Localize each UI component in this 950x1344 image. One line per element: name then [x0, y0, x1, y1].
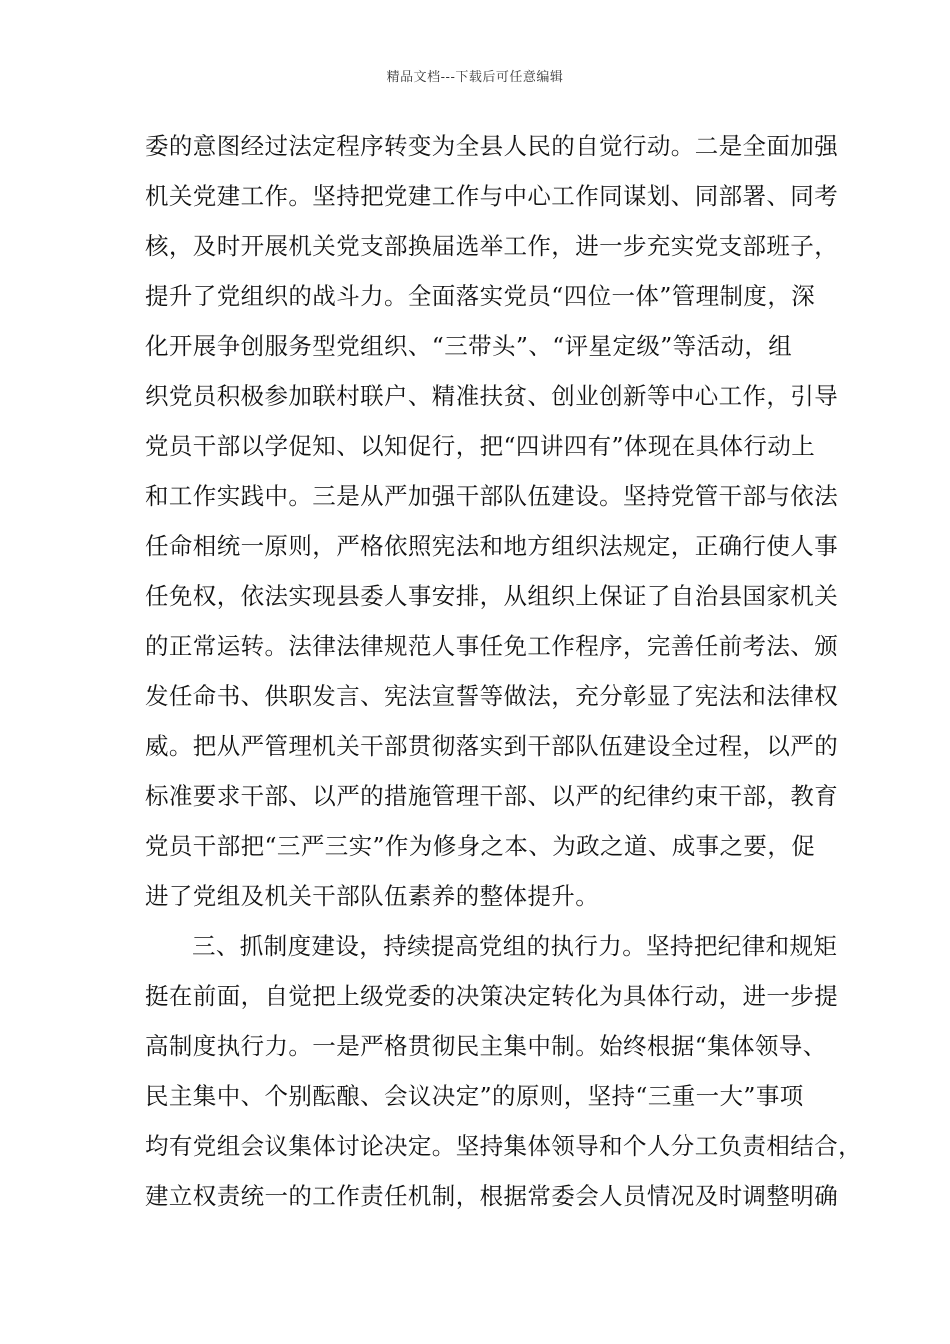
text-line: 任免权，依法实现县委人事安排，从组织上保证了自治县国家机关	[145, 582, 839, 610]
text-line: 和工作实践中。三是从严加强干部队伍建设。坚持党管干部与依法	[145, 482, 839, 510]
section-heading-line: 三、抓制度建设，持续提高党组的执行力。坚持把纪律和规矩	[192, 932, 838, 960]
text-line: 提升了党组织的战斗力。全面落实党员“四位一体”管理制度，深	[145, 282, 816, 310]
text-line: 任命相统一原则，严格依照宪法和地方组织法规定，正确行使人事	[145, 532, 839, 560]
text-line: 民主集中、个别酝酿、会议决定”的原则，坚持“三重一大”事项	[145, 1082, 804, 1110]
text-line: 威。把从严管理机关干部贯彻落实到干部队伍建设全过程，以严的	[145, 732, 839, 760]
text-line: 建立权责统一的工作责任机制，根据常委会人员情况及时调整明确	[145, 1182, 839, 1210]
text-line: 核，及时开展机关党支部换届选举工作，进一步充实党支部班子，	[145, 232, 839, 260]
text-line: 挺在前面，自觉把上级党委的决策决定转化为具体行动，进一步提	[145, 982, 839, 1010]
document-body	[145, 130, 862, 1230]
text-line: 的正常运转。法律法律规范人事任免工作程序，完善任前考法、颁	[145, 632, 839, 660]
text-line: 党员干部把“三严三实”作为修身之本、为政之道、成事之要，促	[145, 832, 816, 860]
text-line: 标准要求干部、以严的措施管理干部、以严的纪律约束干部，教育	[145, 782, 839, 810]
text-line: 委的意图经过法定程序转变为全县人民的自觉行动。二是全面加强	[145, 132, 839, 160]
page-header: 精品文档---下载后可任意编辑	[386, 70, 564, 85]
text-line: 化开展争创服务型党组织、“三带头”、“评星定级”等活动，组	[145, 332, 793, 360]
text-line: 发任命书、供职发言、宪法宣誓等做法，充分彰显了宪法和法律权	[145, 682, 839, 710]
text-line: 高制度执行力。一是严格贯彻民主集中制。始终根据“集体领导、	[145, 1032, 827, 1060]
text-line: 均有党组会议集体讨论决定。坚持集体领导和个人分工负责相结合，	[145, 1132, 862, 1160]
text-line: 机关党建工作。坚持把党建工作与中心工作同谋划、同部署、同考	[145, 182, 839, 210]
text-line: 织党员积极参加联村联户、精准扶贫、创业创新等中心工作，引导	[145, 382, 839, 410]
text-line: 进了党组及机关干部队伍素养的整体提升。	[145, 882, 600, 910]
text-line: 党员干部以学促知、以知促行，把“四讲四有”体现在具体行动上	[145, 432, 816, 460]
